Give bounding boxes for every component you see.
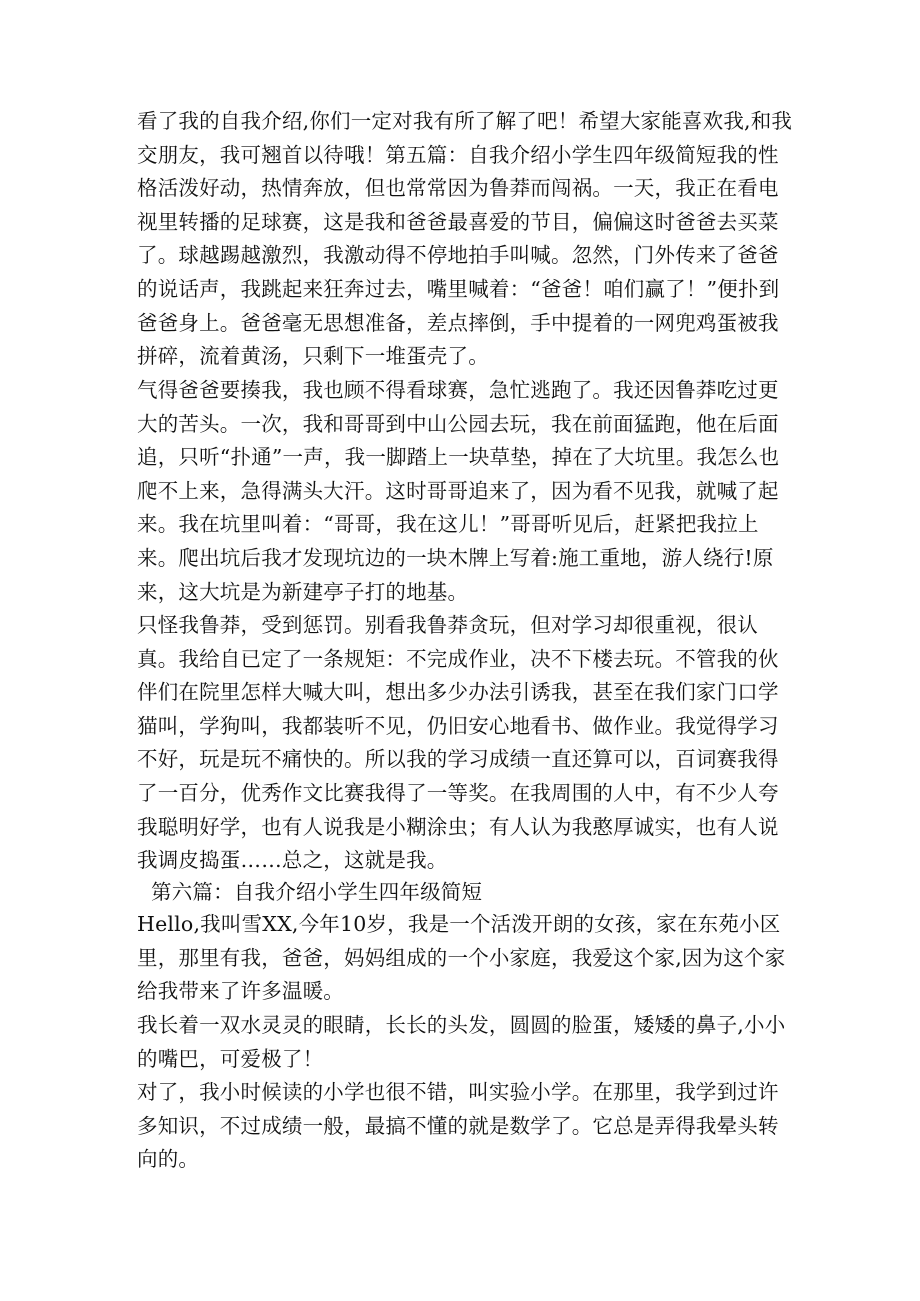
section-heading-part6: 第六篇：自我介绍小学生四年级简短: [151, 880, 483, 904]
paragraph-intro-part5: 看了我的自我介绍,你们一定对我有所了解了吧！希望大家能喜欢我,和我交朋友，我可翘首以待哦！第五篇：自我介绍小学生四年级简短我的性格活泼好动，热情奔放，但也常常因为鲁莽而闯祸。一天，我正在看电视里转播的足球赛，这是我和爸爸最喜爱的节目，偏偏这时爸爸去买菜了。球越踢越激烈，我激动得不停地拍手叫喊。忽然，门外传来了爸爸的说话声，我跳起来狂奔过去，嘴里喊着：“爸爸！咱们赢了！”便扑到爸爸身上。爸爸毫无思想准备，差点摔倒，手中提着的一网兜鸡蛋被我拼碎，流着黄汤，只剩下一堆蛋壳了。: [137, 109, 793, 369]
paragraph-study-habits: 只怪我鲁莽，受到惩罚。别看我鲁莽贪玩，但对学习却很重视，很认真。我给自已定了一条规矩：不完成作业，决不下楼去玩。不管我的伙伴们在院里怎样大喊大叫，想出多少办法引诱我，甚至在我们家门口学猫叫，学狗叫，我都装听不见，仍旧安心地看书、做作业。我觉得学习不好，玩是玩不痛快的。所以我的学习成绩一直还算可以，百词赛我得了一百分，优秀作文比赛我得了一等奖。在我周围的人中，有不少人夸我聪明好学，也有人说我是小糊涂虫；有人认为我憨厚诚实，也有人说我调皮捣蛋……总之，这就是我。: [137, 613, 779, 873]
paragraph-self-intro: Hello,我叫雪XX,今年10岁，我是一个活泼开朗的女孩，家在东苑小区里，那里有我，爸爸，妈妈组成的一个小家庭，我爱这个家,因为这个家给我带来了许多温暖。: [137, 912, 786, 1004]
paragraph-appearance: 我长着一双水灵灵的眼睛，长长的头发，圆圆的脸蛋，矮矮的鼻子,小小的嘴巴，可爱极了！: [137, 1013, 786, 1071]
paragraph-school: 对了，我小时候读的小学也很不错，叫实验小学。在那里，我学到过许多知识，不过成绩一般，最搞不懂的就是数学了。它总是弄得我晕头转向的。: [137, 1080, 779, 1172]
paragraph-big-pit-story: 气得爸爸要揍我，我也顾不得看球赛，急忙逃跑了。我还因鲁莽吃过更大的苦头。一次，我和哥哥到中山公园去玩，我在前面猛跑，他在后面追，只听“扑通”一声，我一脚踏上一块草垫，掉在了大坑里。我怎么也爬不上来，急得满头大汗。这时哥哥追来了，因为看不见我，就喊了起来。我在坑里叫着：“哥哥，我在这儿！”哥哥听见后，赶紧把我拉上来。爬出坑后我才发现坑边的一块木牌上写着:施工重地，游人绕行!原来，这大坑是为新建亭子打的地基。: [137, 378, 780, 604]
